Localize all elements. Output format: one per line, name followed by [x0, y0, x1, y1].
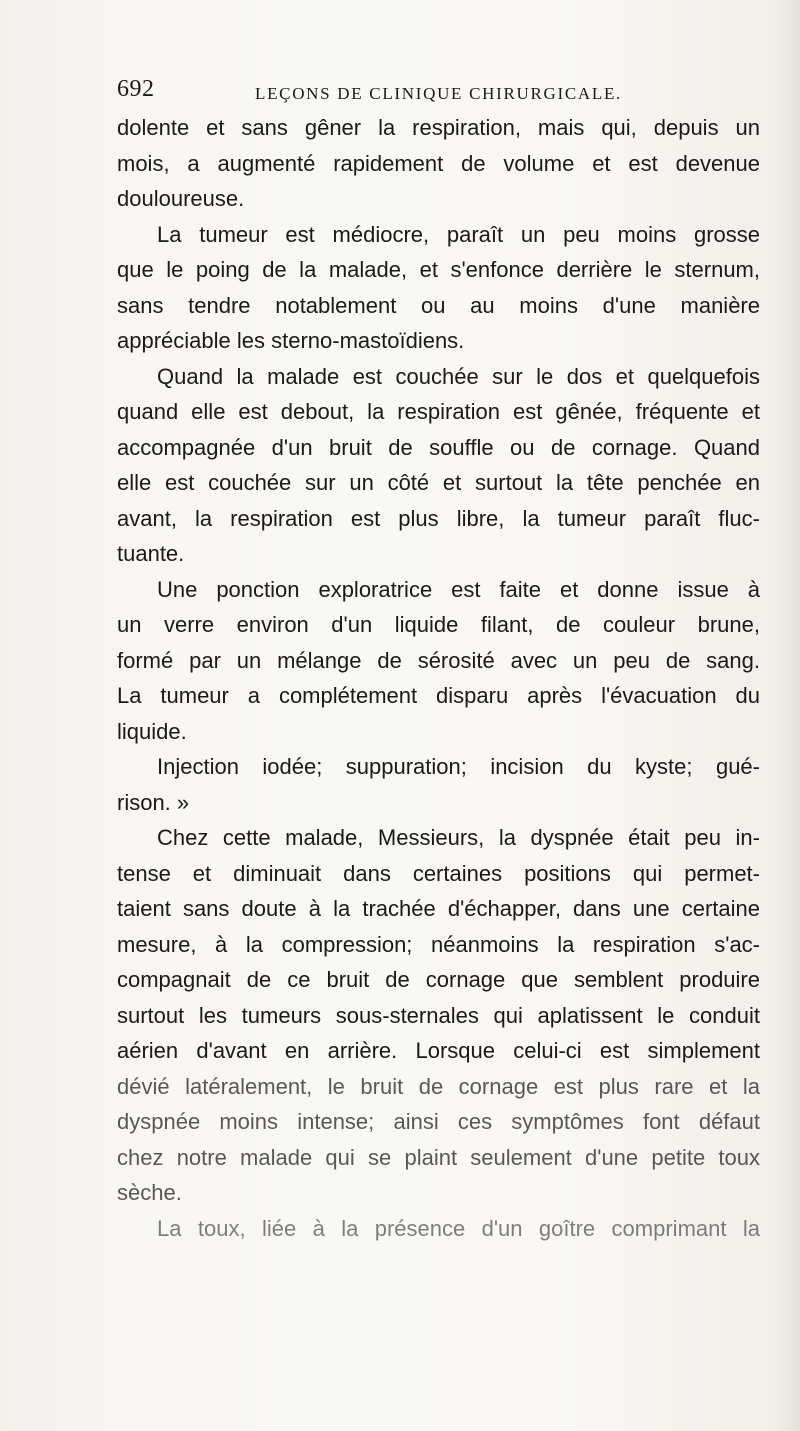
page-header: [117, 76, 777, 106]
text-line: La tumeur a complétement disparu après l'évacuation du: [117, 683, 760, 708]
text-line: douloureuse.: [117, 186, 245, 211]
text-line: appréciable les sterno-mastoïdiens.: [117, 328, 465, 353]
text-line: que le poing de la malade, et s'enfonce derrière le sternum,: [117, 257, 760, 282]
text-line: Chez cette malade, Messieurs, la dyspnée était peu in-: [157, 825, 760, 850]
text-line: surtout les tumeurs sous-sternales qui aplatissent le conduit: [117, 1002, 760, 1028]
text-line: mois, a augmenté rapidement de volume et est devenue: [117, 150, 760, 176]
text-line: mesure, à la compression; néanmoins la respiration s'ac-: [117, 931, 760, 957]
text-line: dyspnée moins intense; ainsi ces symptômes font défaut: [117, 1109, 760, 1134]
paragraph: [117, 820, 760, 1211]
text-line: Quand la malade est couchée sur le dos et quelquefois: [157, 363, 760, 389]
paragraph: [117, 359, 760, 572]
paragraph: [117, 110, 760, 217]
paragraph: [117, 749, 760, 820]
text-line: sèche.: [117, 1180, 182, 1205]
text-line: avant, la respiration est plus libre, la tumeur paraît fluc-: [117, 505, 760, 531]
paragraph: [117, 1211, 760, 1247]
page-number: 692: [117, 76, 155, 102]
text-line: compagnait de ce bruit de cornage que semblent produire: [117, 967, 760, 992]
text-line: tense et diminuait dans certaines positions qui permet-: [117, 860, 760, 886]
text-line: chez notre malade qui se plaint seulement d'une petite toux: [117, 1144, 760, 1170]
text-line: tuante.: [117, 541, 185, 566]
text-line: Une ponction exploratrice est faite et donne issue à: [157, 576, 760, 602]
body-text: [117, 110, 760, 1246]
text-line: rison. »: [117, 789, 190, 815]
text-line: accompagnée d'un bruit de souffle ou de cornage. Quand: [117, 434, 760, 460]
text-line: elle est couchée sur un côté et surtout la tête penchée en: [117, 470, 760, 495]
text-line: taient sans doute à la trachée d'échapper, dans une certaine: [117, 896, 760, 921]
text-line: La tumeur est médiocre, paraît un peu moins grosse: [157, 221, 760, 247]
text-line: La toux, liée à la présence d'un goître comprimant la: [157, 1215, 760, 1241]
text-line: dévié latéralement, le bruit de cornage est plus rare et la: [117, 1073, 760, 1099]
text-line: un verre environ d'un liquide filant, de couleur brune,: [117, 612, 760, 637]
page-edge-shadow: [776, 0, 800, 1431]
text-line: quand elle est debout, la respiration est gênée, fréquente et: [117, 399, 760, 424]
text-line: aérien d'avant en arrière. Lorsque celui-ci est simplement: [117, 1038, 760, 1063]
text-line: Injection iodée; suppuration; incision du kyste; gué-: [157, 754, 760, 779]
text-line: sans tendre notablement ou au moins d'une manière: [117, 292, 760, 318]
text-line: dolente et sans gêner la respiration, mais qui, depuis un: [117, 115, 760, 140]
paragraph: [117, 572, 760, 750]
text-line: formé par un mélange de sérosité avec un peu de sang.: [117, 647, 760, 673]
text-line: liquide.: [117, 718, 187, 744]
paragraph: [117, 217, 760, 359]
running-head: LEÇONS DE CLINIQUE CHIRURGICALE.: [255, 84, 622, 103]
